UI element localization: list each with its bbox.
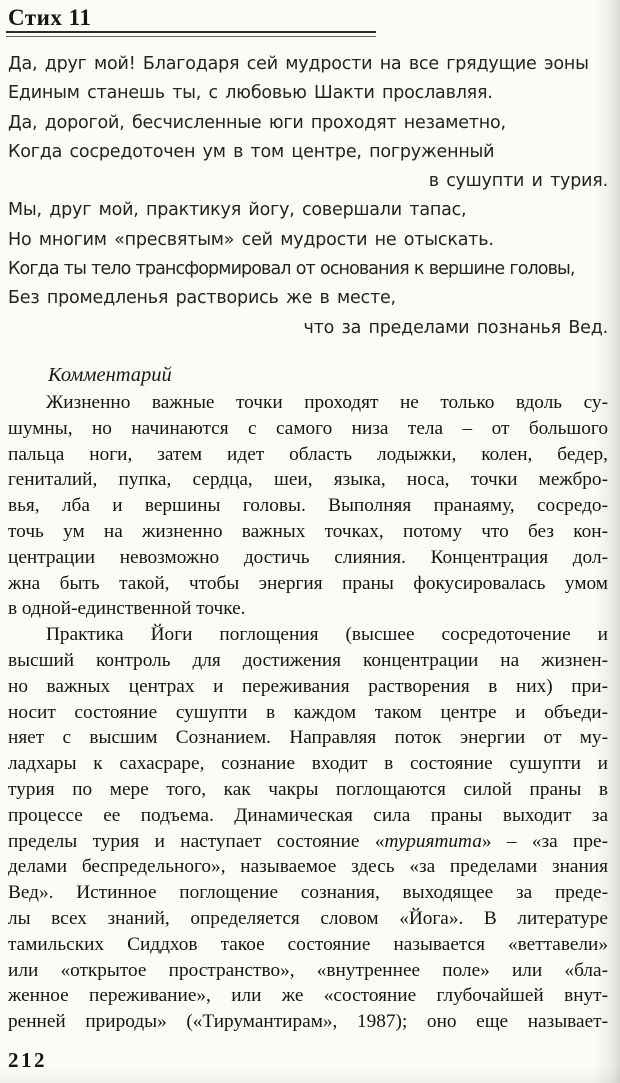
body-line: жна быть такой, чтобы энергия праны фокусировалась умом: [8, 572, 608, 594]
body-line: высший контроль для достижения концентрации на жизнен-: [8, 649, 608, 671]
verse-line: что за пределами познанья Вед.: [303, 317, 608, 338]
paragraph: [8, 390, 608, 622]
header-rule: [6, 31, 376, 37]
body-line: шумны, но начинаются с самого низа тела – от большого: [8, 417, 608, 439]
body-line: Практика Йоги поглощения (высшее сосредоточение и: [46, 624, 608, 646]
verse-title: Стих 11: [8, 5, 92, 30]
page-number: 212: [8, 1047, 47, 1072]
verse-line: Единым станешь ты, с любовью Шакти прославляя.: [8, 83, 493, 104]
body-line: гениталий, пупка, сердца, шеи, языка, носа, точки межбро-: [8, 469, 608, 491]
paragraph: [8, 622, 608, 1035]
body-line: ладхары к сахасраре, сознание входит в состояние сушупти и: [8, 753, 608, 775]
verse-line: Когда сосредоточен ум в том центре, погруженный: [8, 141, 495, 162]
body-line: Вед». Истинное поглощение сознания, выходящее за преде-: [8, 882, 608, 904]
verse-line: Когда ты тело трансформировал от основания к вершине головы,: [8, 259, 575, 280]
body-line: носит состояние сушупти в каждом таком центре и объеди-: [8, 701, 608, 723]
body-line: женное переживание», или же «состояние глубочайшей внут-: [8, 985, 608, 1007]
body-line: пределы турия и наступает состояние «туриятита» – «за пре-: [8, 830, 608, 852]
body-line: точь ум на жизненно важных точках, потому что без кон-: [8, 520, 608, 542]
body-line: центрации невозможно достичь слияния. Концентрация дол-: [8, 546, 608, 568]
body-line: процессе ее подъема. Динамическая сила праны выходит за: [8, 804, 608, 826]
body-line: или «открытое пространство», «внутреннее поле» или «бла-: [8, 959, 608, 981]
body-line: тамильских Сиддхов такое состояние называется «веттавели»: [8, 933, 608, 955]
verse-line: Без промедленья растворись же в месте,: [8, 288, 396, 309]
body-line: пальца ноги, затем идет область лодыжки, колен, бедер,: [8, 443, 608, 465]
commentary-section: [8, 362, 608, 1035]
verse-block: [8, 50, 608, 343]
commentary-paragraphs: [8, 390, 608, 1035]
body-line: ренней природы» («Тирумантирам», 1987); оно еще называет-: [8, 1011, 608, 1033]
verse-line: Да, дорогой, бесчисленные юги проходят незаметно,: [8, 112, 506, 133]
body-line: лы всех знаний, определяется словом «Йога». В литературе: [8, 907, 608, 929]
body-line: в одной-единственной точке.: [8, 598, 246, 620]
verse-line: в сушупти и турия.: [428, 171, 608, 192]
commentary-heading: Комментарий: [48, 363, 172, 386]
body-line: вья, лба и вершины головы. Выполняя пранаяму, сосредо-: [8, 495, 608, 517]
verse-line: Мы, друг мой, практикуя йогу, совершали тапас,: [8, 200, 467, 221]
body-line: но важных центрах и переживания растворения в них) при-: [8, 675, 608, 697]
verse-line: Да, друг мой! Благодаря сей мудрости на все грядущие эоны: [8, 54, 589, 74]
body-line: Жизненно важные точки проходят не только вдоль су-: [46, 391, 608, 413]
body-line: делами беспредельного», называемое здесь «за пределами знания: [8, 856, 608, 878]
body-line: няет с высшим Сознанием. Направляя поток энергии от му-: [8, 727, 608, 749]
page-header: [8, 5, 608, 30]
verse-line: Но многим «пресвятым» сей мудрости не отыскать.: [8, 229, 494, 250]
body-line: турия по мере того, как чакры поглощаются силой праны в: [8, 778, 608, 800]
